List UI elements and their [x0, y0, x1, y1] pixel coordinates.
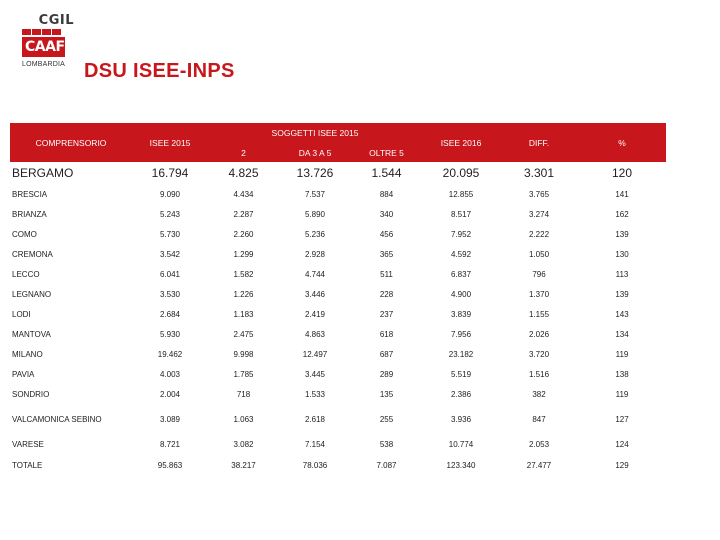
table-body [10, 162, 666, 477]
isee-2015-cell: 8.721 [159, 439, 181, 449]
soggetti-3-5-cell: 3.445 [304, 369, 326, 379]
percent-cell: 119 [615, 349, 629, 359]
percent-cell: 124 [615, 439, 629, 449]
diff-cell: 27.477 [526, 461, 552, 470]
logo-cgil-text: CGIL [38, 13, 74, 28]
isee-2015-cell: 16.794 [151, 166, 189, 180]
soggetti-oltre-5-cell: 538 [379, 439, 394, 449]
soggetti-2-cell: 4.825 [228, 166, 259, 180]
soggetti-2-cell: 1.063 [233, 414, 254, 424]
isee-2016-cell: 3.936 [451, 414, 472, 424]
percent-cell: 127 [615, 414, 629, 424]
isee-2016-cell: 7.952 [451, 229, 472, 239]
soggetti-2-cell: 9.998 [233, 349, 254, 359]
header-diff: DIFF. [500, 123, 578, 162]
comprensorio-cell: CREMONA [12, 249, 53, 259]
soggetti-oltre-5-cell: 618 [379, 329, 394, 339]
diff-cell: 1.155 [529, 309, 550, 319]
comprensorio-cell: VARESE [12, 439, 44, 449]
soggetti-oltre-5-cell: 511 [380, 269, 393, 279]
diff-cell: 3.765 [529, 189, 550, 199]
soggetti-oltre-5-cell: 135 [379, 389, 394, 399]
soggetti-2-cell: 1.183 [233, 309, 254, 319]
table-row [10, 284, 666, 304]
comprensorio-cell: LECCO [12, 269, 40, 279]
soggetti-oltre-5-cell: 884 [379, 189, 394, 199]
diff-cell: 2.026 [529, 329, 550, 339]
diff-cell: 1.370 [529, 289, 550, 299]
table-row [10, 304, 666, 324]
comprensorio-cell: TOTALE [12, 461, 43, 470]
soggetti-2-cell: 1.582 [233, 269, 254, 279]
soggetti-2-cell: 2.260 [233, 229, 254, 239]
header-soggetti-3-5: DA 3 A 5 [279, 143, 351, 162]
header-comprensorio: COMPRENSORIO [10, 123, 132, 162]
table-row [10, 244, 666, 264]
soggetti-2-cell: 38.217 [231, 461, 256, 470]
isee-2016-cell: 12.855 [448, 189, 474, 199]
soggetti-2-cell: 718 [236, 389, 251, 399]
soggetti-3-5-cell: 2.618 [304, 414, 326, 424]
percent-cell: 113 [615, 269, 629, 279]
isee-2016-cell: 5.519 [451, 369, 472, 379]
table-row [10, 184, 666, 204]
comprensorio-cell: SONDRIO [12, 389, 50, 399]
comprensorio-cell: MANTOVA [12, 329, 51, 339]
diff-cell: 3.274 [529, 209, 550, 219]
isee-2016-cell: 123.340 [446, 461, 476, 470]
table-row [10, 324, 666, 344]
isee-2015-cell: 95.863 [157, 461, 183, 470]
logo-caaf-text: CAAF [22, 37, 65, 57]
isee-2015-cell: 3.530 [159, 289, 181, 299]
comprensorio-cell: LODI [12, 309, 31, 319]
table-row [10, 384, 666, 404]
soggetti-oltre-5-cell: 7.087 [376, 461, 397, 470]
isee-2016-cell: 10.774 [448, 439, 474, 449]
header-soggetti-2: 2 [208, 143, 279, 162]
diff-cell: 796 [532, 269, 546, 279]
percent-cell: 162 [615, 209, 629, 219]
diff-cell: 1.050 [529, 249, 550, 259]
soggetti-2-cell: 1.226 [233, 289, 254, 299]
header-soggetti-isee-2015: SOGGETTI ISEE 2015 [208, 123, 422, 143]
isee-2015-cell: 6.041 [159, 269, 181, 279]
soggetti-3-5-cell: 2.419 [304, 309, 326, 319]
table-total-row [10, 454, 666, 477]
soggetti-oltre-5-cell: 237 [379, 309, 394, 319]
diff-cell: 847 [532, 414, 546, 424]
percent-cell: 138 [615, 369, 629, 379]
percent-cell: 120 [612, 166, 633, 180]
comprensorio-cell: BRESCIA [12, 189, 48, 199]
soggetti-3-5-cell: 5.236 [304, 229, 326, 239]
header-soggetti-oltre-5: OLTRE 5 [351, 143, 422, 162]
isee-2015-cell: 3.089 [159, 414, 181, 424]
percent-cell: 139 [615, 289, 629, 299]
soggetti-2-cell: 1.785 [233, 369, 254, 379]
soggetti-oltre-5-cell: 456 [379, 229, 394, 239]
comprensorio-cell: PAVIA [12, 369, 35, 379]
isee-2015-cell: 9.090 [159, 189, 181, 199]
page-title: DSU ISEE-INPS [84, 60, 235, 82]
isee-2016-cell: 4.900 [451, 289, 472, 299]
table-row [10, 162, 666, 184]
percent-cell: 119 [615, 389, 629, 399]
header-percent: % [578, 123, 666, 162]
comprensorio-cell: BRIANZA [12, 209, 47, 219]
isee-2016-cell: 20.095 [442, 166, 480, 180]
isee-2015-cell: 2.004 [159, 389, 181, 399]
isee-2015-cell: 5.243 [159, 209, 181, 219]
soggetti-3-5-cell: 78.036 [302, 461, 328, 470]
isee-2016-cell: 7.956 [451, 329, 472, 339]
header-isee-2015: ISEE 2015 [132, 123, 208, 162]
soggetti-3-5-cell: 2.928 [304, 249, 326, 259]
diff-cell: 3.301 [524, 166, 555, 180]
soggetti-2-cell: 4.434 [233, 189, 254, 199]
soggetti-2-cell: 1.299 [233, 249, 254, 259]
isee-2016-cell: 4.592 [451, 249, 472, 259]
soggetti-oltre-5-cell: 340 [379, 209, 394, 219]
soggetti-2-cell: 3.082 [233, 439, 254, 449]
comprensorio-cell: BERGAMO [12, 166, 74, 180]
soggetti-2-cell: 2.287 [233, 209, 254, 219]
percent-cell: 139 [615, 229, 629, 239]
isee-2016-cell: 2.386 [451, 389, 472, 399]
soggetti-3-5-cell: 12.497 [302, 349, 328, 359]
percent-cell: 141 [615, 189, 629, 199]
soggetti-oltre-5-cell: 365 [379, 249, 394, 259]
comprensorio-cell: MILANO [12, 349, 43, 359]
soggetti-oltre-5-cell: 255 [379, 414, 394, 424]
percent-cell: 129 [615, 461, 629, 470]
percent-cell: 143 [615, 309, 629, 319]
isee-2016-cell: 6.837 [451, 269, 472, 279]
soggetti-3-5-cell: 5.890 [304, 209, 326, 219]
table-row [10, 434, 666, 454]
diff-cell: 1.516 [529, 369, 550, 379]
soggetti-3-5-cell: 13.726 [296, 166, 334, 180]
table-row [10, 404, 666, 434]
percent-cell: 134 [615, 329, 629, 339]
dsu-isee-table [10, 123, 666, 477]
header-isee-2016: ISEE 2016 [422, 123, 500, 162]
diff-cell: 2.222 [529, 229, 550, 239]
table-row [10, 264, 666, 284]
isee-2016-cell: 8.517 [451, 209, 472, 219]
soggetti-oltre-5-cell: 1.544 [371, 166, 402, 180]
diff-cell: 3.720 [529, 349, 550, 359]
soggetti-3-5-cell: 3.446 [304, 289, 326, 299]
table-row [10, 204, 666, 224]
comprensorio-cell: LEGNANO [12, 289, 52, 299]
soggetti-3-5-cell: 7.537 [304, 189, 326, 199]
soggetti-oltre-5-cell: 289 [379, 369, 394, 379]
soggetti-2-cell: 2.475 [233, 329, 254, 339]
logo-region-label: LOMBARDIA [22, 61, 66, 68]
soggetti-3-5-cell: 4.744 [304, 269, 326, 279]
isee-2016-cell: 3.839 [451, 309, 472, 319]
logo-red-bars [22, 29, 74, 35]
diff-cell: 382 [532, 389, 546, 399]
isee-2015-cell: 4.003 [159, 369, 181, 379]
table-row [10, 364, 666, 384]
isee-2015-cell: 2.684 [159, 309, 181, 319]
isee-2015-cell: 3.542 [159, 249, 181, 259]
soggetti-3-5-cell: 1.533 [304, 389, 326, 399]
comprensorio-cell: COMO [12, 229, 37, 239]
soggetti-oltre-5-cell: 687 [379, 349, 394, 359]
caaf-cgil-logo [22, 14, 74, 68]
table-row [10, 344, 666, 364]
comprensorio-cell: VALCAMONICA SEBINO [12, 414, 102, 424]
percent-cell: 130 [615, 249, 629, 259]
isee-2015-cell: 19.462 [157, 349, 183, 359]
isee-2015-cell: 5.730 [159, 229, 181, 239]
diff-cell: 2.053 [529, 439, 550, 449]
isee-2015-cell: 5.930 [159, 329, 181, 339]
soggetti-3-5-cell: 7.154 [304, 439, 326, 449]
soggetti-oltre-5-cell: 228 [379, 289, 394, 299]
soggetti-3-5-cell: 4.863 [304, 329, 326, 339]
isee-2016-cell: 23.182 [448, 349, 474, 359]
table-row [10, 224, 666, 244]
